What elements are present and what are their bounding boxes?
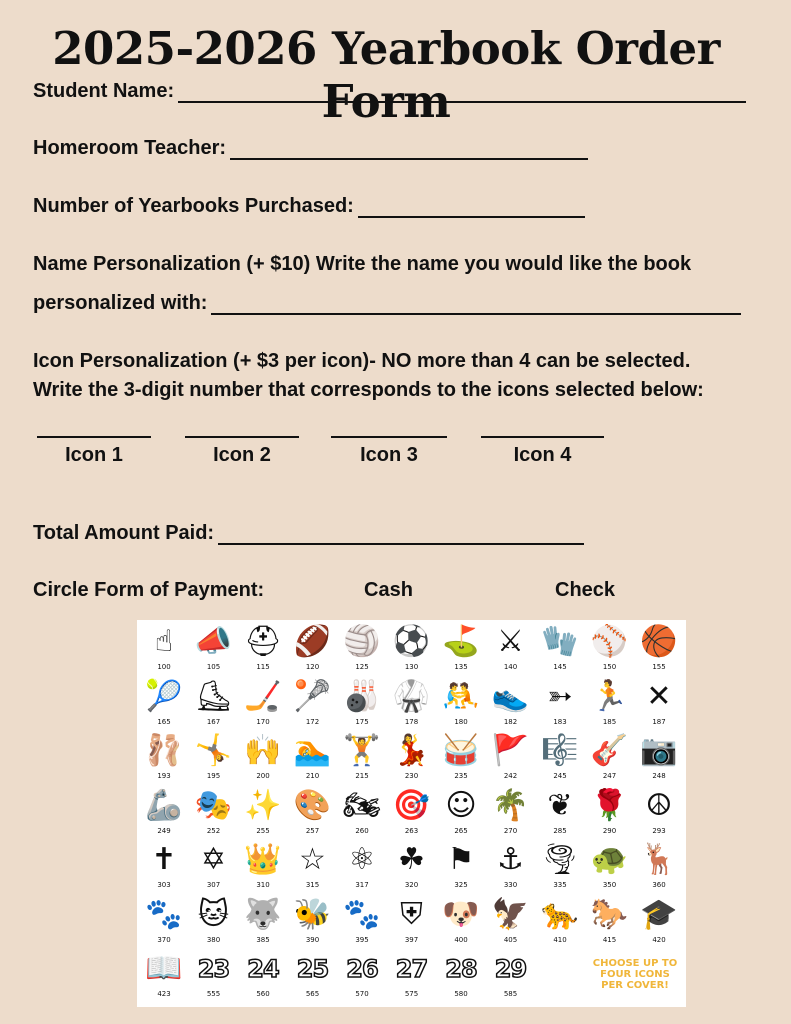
baseball-glove-icon: 🧤 — [541, 624, 579, 659]
icon-cell-397[interactable] — [387, 895, 437, 949]
icon-cell-215[interactable] — [337, 731, 387, 785]
icon-number: 187 — [652, 717, 666, 726]
icon-number: 115 — [256, 663, 270, 671]
icon-number: 350 — [602, 881, 617, 889]
icon-number: 585 — [503, 990, 518, 998]
hurdler-icon: 🏃 — [590, 678, 629, 714]
turtle-icon: 🐢 — [590, 842, 629, 877]
student-name-label: Student Name: — [33, 80, 175, 102]
icon-number: 380 — [206, 935, 221, 944]
icon-cell-252[interactable] — [189, 786, 239, 840]
icon-number: 175 — [355, 717, 369, 726]
name-personalization-row — [33, 292, 741, 315]
icon-number: 307 — [206, 881, 221, 889]
homeroom-teacher-blank[interactable] — [230, 138, 588, 160]
icon-slot-2-blank[interactable] — [185, 436, 299, 438]
football-helmet-icon: ⛑ — [243, 624, 283, 659]
icon-cell-585[interactable] — [486, 949, 536, 1003]
payment-option-cash[interactable]: Cash — [364, 579, 413, 601]
panther-icon: 🐆 — [541, 896, 579, 932]
year-23-rhinestone-icon: 23 — [197, 955, 230, 983]
spartan-helmet-icon: ⛨ — [400, 896, 423, 932]
icon-number: 360 — [652, 881, 666, 889]
rose-icon: 🌹 — [590, 787, 629, 823]
dumbbell-icon: 🏋 — [343, 733, 381, 768]
icon-cell-130[interactable] — [387, 622, 437, 676]
icon-cell-145[interactable] — [535, 622, 585, 676]
icon-cell-167[interactable] — [189, 677, 239, 731]
icon-cell-247[interactable] — [585, 731, 635, 785]
icon-cell-248[interactable] — [634, 731, 684, 785]
crossed-bats-icon: ⚔ — [497, 624, 524, 659]
paint-palette-icon: 🎨 — [293, 787, 332, 823]
icon-slot-2[interactable] — [185, 436, 299, 467]
crown-icon: 👑 — [244, 842, 282, 877]
icon-number: 100 — [157, 663, 171, 671]
icon-number: 210 — [305, 772, 320, 780]
icon-number: 185 — [602, 717, 617, 726]
icon-number: 320 — [404, 881, 419, 889]
icon-cell-335[interactable] — [535, 840, 585, 894]
icon-cell-120[interactable] — [288, 622, 338, 676]
open-book-icon: 📖 — [145, 951, 183, 986]
palm-tree-icon: 🌴 — [491, 787, 530, 823]
icon-slot-2-label: Icon 2 — [213, 444, 271, 466]
mustang-icon: 🐎 — [590, 896, 629, 932]
icon-number: 170 — [256, 717, 270, 726]
lacrosse-stick-icon: 🥍 — [293, 678, 332, 714]
icon-cell-390[interactable] — [288, 895, 338, 949]
color-guard-flag-icon: 🚩 — [491, 733, 530, 768]
icon-number: 285 — [553, 826, 567, 835]
icon-number: 397 — [404, 935, 419, 944]
icon-cell-330[interactable] — [486, 840, 536, 894]
graduation-cap-icon: 🎓 — [640, 896, 678, 932]
icon-number: 265 — [454, 826, 468, 835]
icon-number: 317 — [355, 881, 369, 889]
icon-cell-178[interactable] — [387, 677, 437, 731]
icon-slot-1-label: Icon 1 — [65, 444, 123, 466]
icon-cell-210[interactable] — [288, 731, 338, 785]
cross-icon: ✝ — [151, 842, 177, 877]
icon-cell-249[interactable] — [139, 786, 189, 840]
icon-number: 242 — [503, 772, 518, 780]
icon-number: 200 — [256, 772, 270, 780]
hockey-sticks-icon: 🏒 — [244, 678, 282, 714]
icon-cell-410[interactable] — [535, 895, 585, 949]
icon-number: 215 — [355, 772, 369, 780]
baseball-icon: ⚾ — [590, 624, 629, 659]
icon-cell-182[interactable] — [486, 677, 536, 731]
icon-cell-105[interactable] — [189, 622, 239, 676]
three-stars-icon: ☆ — [299, 842, 326, 877]
icon-number: 560 — [256, 990, 270, 998]
smiley-face-icon: ☺ — [445, 787, 477, 823]
icon-cell-380[interactable] — [189, 895, 239, 949]
star-of-david-icon: ✡ — [200, 842, 227, 877]
cross-country-icon: ➳ — [547, 678, 573, 714]
total-paid-blank[interactable] — [218, 523, 584, 545]
trap-shooting-icon: 🎯 — [392, 787, 431, 823]
icon-number: 390 — [305, 935, 320, 944]
drum-major-icon: 🥁 — [442, 733, 480, 768]
icon-cell-560[interactable] — [238, 949, 288, 1003]
icon-number: 335 — [553, 881, 567, 889]
icon-cell-395[interactable] — [337, 895, 387, 949]
icon-number: 330 — [503, 881, 518, 889]
foam-finger-icon: ☝ — [154, 624, 174, 659]
icon-personalization-line2: Write the 3-digit number that corresponds to the icons selected below: — [33, 379, 704, 401]
icon-number: 248 — [652, 772, 666, 780]
icon-personalization-line1: Icon Personalization (+ $3 per icon)- NO more than 4 can be selected. — [33, 350, 691, 372]
icon-number: 415 — [602, 935, 617, 944]
payment-option-check[interactable]: Check — [555, 579, 616, 601]
icon-cell-195[interactable] — [189, 731, 239, 785]
icon-number: 130 — [404, 663, 419, 671]
bulldog-icon: 🐶 — [442, 896, 480, 932]
icon-number: 120 — [305, 663, 320, 671]
tornado-icon: 🌪 — [540, 842, 580, 877]
icon-number: 293 — [652, 826, 666, 835]
icon-cell-420[interactable] — [634, 895, 684, 949]
homeroom-teacher-label: Homeroom Teacher: — [33, 137, 227, 159]
basketball-icon: 🏀 — [640, 624, 678, 659]
icon-cell-580[interactable] — [436, 949, 486, 1003]
icon-cell-245[interactable] — [535, 731, 585, 785]
icon-cell-370[interactable] — [139, 895, 189, 949]
volleyball-icon: 🏐 — [343, 624, 381, 659]
homeroom-teacher-row — [33, 137, 588, 160]
icon-number: 247 — [602, 772, 617, 780]
icon-number: 140 — [503, 663, 518, 671]
icon-cell-285[interactable] — [535, 786, 585, 840]
icon-slot-3-label: Icon 3 — [360, 444, 418, 466]
icon-number: 325 — [454, 881, 468, 889]
icon-number: 193 — [157, 772, 171, 780]
football-icon: 🏈 — [293, 624, 332, 659]
icon-number: 385 — [256, 935, 270, 944]
peace-sign-icon: ☮ — [645, 787, 673, 823]
icon-slot-3-blank[interactable] — [331, 436, 447, 438]
icon-number: 125 — [355, 663, 369, 671]
icon-number: 315 — [305, 881, 320, 889]
total-paid-row — [33, 522, 584, 545]
icon-number: 400 — [454, 935, 468, 944]
icon-cell-155[interactable] — [634, 622, 684, 676]
icon-cell-165[interactable] — [139, 677, 189, 731]
icon-slot-4-blank[interactable] — [481, 436, 604, 438]
icon-number: 145 — [553, 663, 567, 671]
tennis-racket-icon: 🎾 — [145, 678, 183, 714]
icon-cell-265[interactable] — [436, 786, 486, 840]
name-personalization-line1: Name Personalization (+ $10) Write the name you would like the book — [33, 253, 692, 275]
field-hockey-icon: ✕ — [646, 678, 672, 714]
flourish-icon: ❦ — [547, 787, 573, 823]
icon-number: 182 — [503, 717, 518, 726]
icon-number: 180 — [454, 717, 468, 726]
icon-number: 303 — [157, 881, 171, 889]
icon-cell-360[interactable] — [634, 840, 684, 894]
icon-number: 150 — [602, 663, 617, 671]
deer-icon: 🦌 — [640, 842, 678, 877]
icon-slot-1[interactable] — [37, 436, 151, 467]
gymnast-icon: 🤸 — [194, 733, 233, 768]
icon-number: 420 — [652, 935, 666, 944]
eagle-icon: 🦅 — [491, 896, 530, 932]
icon-cell-423[interactable] — [139, 949, 189, 1003]
icon-cell-185[interactable] — [585, 677, 635, 731]
icon-number: 570 — [355, 990, 369, 998]
year-27-rhinestone-icon: 27 — [395, 955, 428, 983]
icon-number: 195 — [206, 772, 221, 780]
icon-cell-303[interactable] — [139, 840, 189, 894]
icon-number: 310 — [256, 881, 270, 889]
icon-slot-3[interactable] — [331, 436, 447, 467]
soccer-ball-icon: ⚽ — [392, 624, 431, 659]
icon-cell-172[interactable] — [288, 677, 338, 731]
icon-number: 395 — [355, 935, 369, 944]
icon-number: 575 — [404, 990, 419, 998]
wrestling-icon: 🤼 — [442, 678, 480, 714]
icon-number: 167 — [206, 717, 221, 726]
ballet-shoes-icon: 🩰 — [145, 733, 183, 768]
american-flag-icon: ⚑ — [447, 842, 475, 877]
bowling-icon: 🎳 — [343, 678, 381, 714]
icon-number: 165 — [157, 717, 171, 726]
robot-arm-icon: 🦾 — [145, 787, 183, 823]
husky-icon: 🐺 — [244, 896, 282, 932]
icon-grid — [137, 620, 686, 1007]
icon-cell-565[interactable] — [288, 949, 338, 1003]
swimmer-icon: 🏊 — [293, 733, 332, 768]
icon-number: 270 — [503, 826, 518, 835]
atom-icon: ⚛ — [348, 842, 376, 877]
form-title: 2025-2026 Yearbook Order Form — [52, 22, 720, 128]
icon-number: 105 — [206, 663, 221, 671]
yearbooks-purchased-row — [33, 195, 585, 218]
icon-cell-307[interactable] — [189, 840, 239, 894]
icon-cell-255[interactable] — [238, 786, 288, 840]
icon-cell-315[interactable] — [288, 840, 338, 894]
dance-line-icon: 💃 — [392, 733, 431, 768]
icon-cell-125[interactable] — [337, 622, 387, 676]
year-25-rhinestone-icon: 25 — [296, 955, 329, 983]
year-29-rhinestone-icon: 29 — [494, 955, 527, 983]
icon-cell-242[interactable] — [486, 731, 536, 785]
icon-cell-187[interactable] — [634, 677, 684, 731]
icon-cell-350[interactable] — [585, 840, 635, 894]
icon-cell-310[interactable] — [238, 840, 288, 894]
ice-skates-icon: ⛸ — [194, 678, 233, 714]
name-personalization-label: personalized with: — [33, 292, 208, 314]
year-26-rhinestone-icon: 26 — [346, 955, 378, 983]
icon-number: 183 — [553, 717, 567, 726]
icon-number: 230 — [404, 772, 419, 780]
icon-cell-235[interactable] — [436, 731, 486, 785]
icon-cell-405[interactable] — [486, 895, 536, 949]
icon-number: 405 — [503, 935, 518, 944]
icon-cell-257[interactable] — [288, 786, 338, 840]
icon-cell-270[interactable] — [486, 786, 536, 840]
icon-number: 555 — [206, 990, 221, 998]
icon-cell-150[interactable] — [585, 622, 635, 676]
icon-cell-170[interactable] — [238, 677, 288, 731]
icon-cell-317[interactable] — [337, 840, 387, 894]
icon-number: 263 — [404, 826, 419, 835]
icon-number: 245 — [553, 772, 567, 780]
icon-cell-200[interactable] — [238, 731, 288, 785]
icon-number: 255 — [256, 826, 270, 835]
icon-cell-230[interactable] — [387, 731, 437, 785]
total-paid-label: Total Amount Paid: — [33, 522, 215, 544]
yearbooks-purchased-label: Number of Yearbooks Purchased: — [33, 195, 354, 217]
icon-number: 290 — [602, 826, 617, 835]
student-name-row — [33, 80, 746, 103]
icon-cell-100[interactable] — [139, 622, 189, 676]
icon-number: 135 — [454, 663, 468, 671]
camera-icon: 📷 — [640, 733, 678, 768]
icon-number: 249 — [157, 826, 171, 835]
payment-label: Circle Form of Payment: — [33, 579, 265, 601]
icon-cell-135[interactable] — [436, 622, 486, 676]
icon-cell-180[interactable] — [436, 677, 486, 731]
year-24-rhinestone-icon: 24 — [247, 955, 279, 983]
icon-number: 370 — [157, 935, 171, 944]
icon-number: 565 — [305, 990, 320, 998]
winged-foot-icon: 👟 — [491, 678, 530, 714]
icon-cell-263[interactable] — [387, 786, 437, 840]
golf-ball-icon: ⛳ — [442, 624, 480, 659]
icon-cell-140[interactable] — [486, 622, 536, 676]
icon-number: 257 — [305, 826, 320, 835]
icon-cell-320[interactable] — [387, 840, 437, 894]
icon-number: 260 — [355, 826, 369, 835]
hornet-icon: 🐝 — [293, 896, 332, 932]
icon-cell-293[interactable] — [634, 786, 684, 840]
paw-print-icon: 🐾 — [145, 896, 183, 932]
icon-cell-570[interactable] — [337, 949, 387, 1003]
yearbooks-purchased-blank[interactable] — [358, 196, 585, 218]
icon-cell-290[interactable] — [585, 786, 635, 840]
icon-cell-260[interactable] — [337, 786, 387, 840]
four-leaf-clover-icon: ☘ — [398, 842, 425, 877]
bear-paw-icon: 🐾 — [343, 896, 381, 932]
icon-cell-575[interactable] — [387, 949, 437, 1003]
icon-cell-183[interactable] — [535, 677, 585, 731]
megaphone-icon: 📣 — [194, 624, 233, 659]
guitar-icon: 🎸 — [590, 733, 629, 768]
icon-slot-4-label: Icon 4 — [513, 444, 572, 466]
icon-number: 235 — [454, 772, 468, 780]
icon-number: 155 — [652, 663, 666, 671]
icon-cell-175[interactable] — [337, 677, 387, 731]
icon-cell-385[interactable] — [238, 895, 288, 949]
cheerleader-icon: 🙌 — [244, 733, 282, 768]
icon-slot-4[interactable] — [481, 436, 604, 467]
choose-icons-note: CHOOSE UP TO FOUR ICONS PER COVER! — [592, 958, 678, 991]
icon-cell-193[interactable] — [139, 731, 189, 785]
student-name-blank[interactable] — [178, 81, 746, 103]
icon-slot-1-blank[interactable] — [37, 436, 151, 438]
icon-number: 252 — [206, 826, 221, 835]
icon-number: 172 — [305, 717, 320, 726]
anchor-icon: ⚓ — [497, 842, 524, 877]
icon-number: 423 — [157, 990, 171, 998]
drama-masks-icon: 🎭 — [194, 787, 233, 823]
martial-arts-icon: 🥋 — [392, 678, 431, 714]
name-personalization-blank[interactable] — [211, 293, 741, 315]
stars-icon: ✨ — [244, 787, 282, 823]
motorcycle-icon: 🏍 — [342, 787, 382, 823]
icon-number: 580 — [454, 990, 468, 998]
icon-cell-555[interactable] — [189, 949, 239, 1003]
icon-cell-115[interactable] — [238, 622, 288, 676]
wildcat-icon: 🐱 — [197, 896, 230, 932]
icon-number: 178 — [404, 717, 419, 726]
icon-cell-400[interactable] — [436, 895, 486, 949]
icon-number: 410 — [553, 935, 567, 944]
year-28-rhinestone-icon: 28 — [445, 955, 477, 983]
icon-cell-415[interactable] — [585, 895, 635, 949]
music-staff-icon: 🎼 — [541, 733, 579, 768]
icon-cell-325[interactable] — [436, 840, 486, 894]
